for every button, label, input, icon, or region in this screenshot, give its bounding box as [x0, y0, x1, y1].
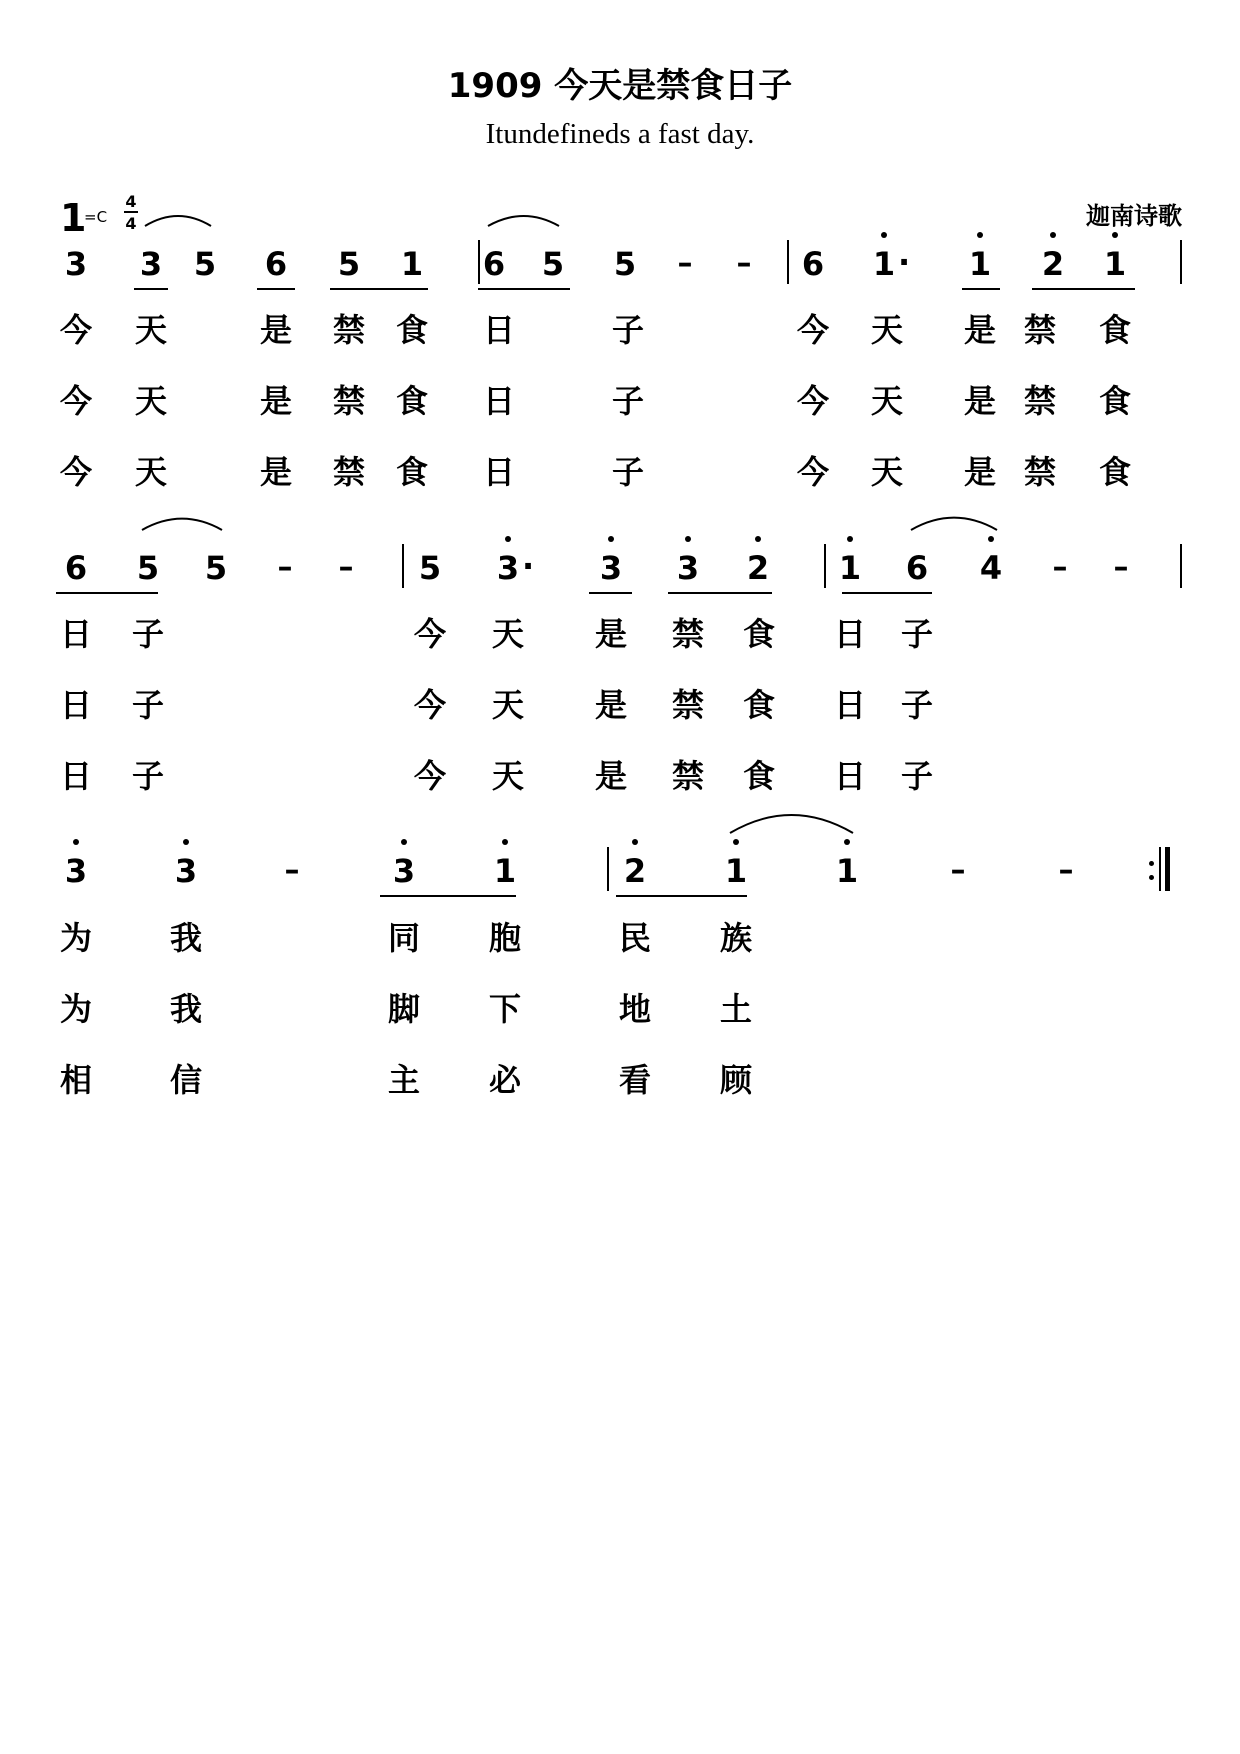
- lyric-char: 子: [131, 686, 164, 724]
- lyric-char: 日: [482, 453, 515, 491]
- lyric-char: 是: [594, 757, 627, 795]
- lyric-char: 民: [618, 919, 651, 957]
- time-signature-line: [124, 211, 138, 213]
- jianpu-note: 6: [264, 245, 288, 283]
- jianpu-note: 1: [400, 245, 424, 283]
- lyric-char: 今: [59, 382, 92, 420]
- repeat-thin-bar: [1159, 847, 1161, 891]
- augmentation-dot: ·: [522, 547, 535, 585]
- lyric-char: 信: [169, 1061, 202, 1099]
- composer-credit: 迦南诗歌: [1086, 202, 1182, 230]
- sustain-dash: –: [1058, 853, 1074, 888]
- jianpu-note: 1: [724, 852, 748, 890]
- lyric-char: 禁: [1023, 382, 1056, 420]
- beam-underline: [56, 592, 158, 594]
- jianpu-note: 1: [968, 245, 992, 283]
- lyric-char: 食: [1098, 453, 1131, 491]
- lyric-char: 今: [413, 615, 446, 653]
- lyric-char: 今: [59, 453, 92, 491]
- lyric-char: 禁: [1023, 311, 1056, 349]
- beam-underline: [842, 592, 932, 594]
- beam-underline: [257, 288, 295, 290]
- jianpu-note: 6: [801, 245, 825, 283]
- jianpu-note: 3: [64, 245, 88, 283]
- lyric-char: 子: [900, 757, 933, 795]
- lyric-char: 今: [796, 311, 829, 349]
- lyric-char: 主: [387, 1061, 420, 1099]
- lyric-char: 天: [134, 453, 167, 491]
- jianpu-note: 5: [337, 245, 361, 283]
- lyric-char: 胞: [488, 919, 521, 957]
- lyric-char: 天: [134, 311, 167, 349]
- jianpu-note: 5: [204, 549, 228, 587]
- lyric-char: 土: [719, 990, 752, 1028]
- lyric-char: 族: [719, 919, 752, 957]
- lyric-char: 相: [59, 1061, 92, 1099]
- song-title: 1909 今天是禁食日子: [447, 66, 793, 106]
- lyric-char: 食: [395, 453, 428, 491]
- bar-line: [787, 240, 789, 284]
- octave-dot: [401, 839, 407, 845]
- lyric-char: 天: [491, 615, 524, 653]
- octave-dot: [847, 536, 853, 542]
- lyric-char: 是: [594, 686, 627, 724]
- time-signature-top: 4: [125, 192, 137, 211]
- sustain-dash: –: [1113, 550, 1129, 585]
- jianpu-note: 3: [599, 549, 623, 587]
- octave-dot: [183, 839, 189, 845]
- lyric-char: 日: [833, 615, 866, 653]
- lyric-char: 日: [59, 757, 92, 795]
- lyric-char: 今: [59, 311, 92, 349]
- jianpu-note: 5: [193, 245, 217, 283]
- jianpu-note: 6: [64, 549, 88, 587]
- lyric-char: 食: [1098, 382, 1131, 420]
- lyric-char: 食: [395, 311, 428, 349]
- jianpu-note: 5: [418, 549, 442, 587]
- jianpu-note: 5: [136, 549, 160, 587]
- sustain-dash: –: [677, 246, 693, 281]
- lyric-char: 日: [59, 686, 92, 724]
- lyric-char: 天: [134, 382, 167, 420]
- lyric-char: 子: [900, 686, 933, 724]
- jianpu-note: 3: [139, 245, 163, 283]
- lyric-char: 禁: [671, 757, 704, 795]
- octave-dot: [733, 839, 739, 845]
- lyric-char: 子: [611, 453, 644, 491]
- lyric-char: 子: [900, 615, 933, 653]
- lyric-char: 食: [395, 382, 428, 420]
- lyric-char: 日: [833, 757, 866, 795]
- slur: [730, 815, 853, 833]
- lyric-char: 食: [742, 615, 775, 653]
- lyric-char: 地: [618, 990, 651, 1028]
- octave-dot: [1112, 232, 1118, 238]
- bar-line: [1180, 544, 1182, 588]
- lyric-char: 子: [611, 382, 644, 420]
- lyric-char: 天: [491, 686, 524, 724]
- jianpu-note: 6: [905, 549, 929, 587]
- lyric-char: 天: [870, 453, 903, 491]
- beam-underline: [616, 895, 747, 897]
- jianpu-note: 3: [496, 549, 520, 587]
- jianpu-note: 1: [872, 245, 896, 283]
- jianpu-note: 2: [623, 852, 647, 890]
- sustain-dash: –: [338, 550, 354, 585]
- key-signature: 1: [60, 196, 87, 240]
- repeat-thick-bar: [1165, 847, 1170, 891]
- jianpu-note: 1: [1103, 245, 1127, 283]
- octave-dot: [632, 839, 638, 845]
- jianpu-note: 1: [835, 852, 859, 890]
- jianpu-note: 5: [541, 245, 565, 283]
- octave-dot: [844, 839, 850, 845]
- sustain-dash: –: [277, 550, 293, 585]
- lyric-char: 日: [833, 686, 866, 724]
- beam-underline: [478, 288, 570, 290]
- lyric-char: 子: [131, 615, 164, 653]
- key-equals: =C: [84, 208, 108, 226]
- lyric-char: 日: [482, 311, 515, 349]
- time-signature-bottom: 4: [125, 214, 137, 233]
- repeat-dot: [1149, 861, 1154, 866]
- slur: [145, 216, 211, 226]
- lyric-char: 今: [796, 453, 829, 491]
- lyric-char: 必: [488, 1061, 521, 1099]
- lyric-char: 我: [169, 990, 202, 1028]
- lyric-char: 为: [59, 919, 92, 957]
- octave-dot: [1050, 232, 1056, 238]
- sustain-dash: –: [1052, 550, 1068, 585]
- lyric-char: 今: [413, 757, 446, 795]
- lyric-char: 是: [963, 382, 996, 420]
- lyric-char: 看: [618, 1061, 651, 1099]
- lyric-char: 是: [963, 453, 996, 491]
- lyric-char: 食: [1098, 311, 1131, 349]
- lyric-char: 是: [594, 615, 627, 653]
- lyric-char: 子: [131, 757, 164, 795]
- lyric-char: 日: [59, 615, 92, 653]
- lyric-char: 天: [491, 757, 524, 795]
- lyric-char: 天: [870, 311, 903, 349]
- lyric-char: 是: [963, 311, 996, 349]
- jianpu-note: 2: [746, 549, 770, 587]
- bar-line: [1180, 240, 1182, 284]
- jianpu-note: 3: [64, 852, 88, 890]
- octave-dot: [977, 232, 983, 238]
- lyric-char: 脚: [387, 990, 420, 1028]
- jianpu-note: 4: [979, 549, 1003, 587]
- octave-dot: [685, 536, 691, 542]
- lyric-char: 我: [169, 919, 202, 957]
- beam-underline: [962, 288, 1000, 290]
- lyric-char: 禁: [332, 453, 365, 491]
- jianpu-note: 6: [482, 245, 506, 283]
- jianpu-note: 3: [676, 549, 700, 587]
- lyric-char: 是: [259, 453, 292, 491]
- sustain-dash: –: [950, 853, 966, 888]
- octave-dot: [502, 839, 508, 845]
- sustain-dash: –: [284, 853, 300, 888]
- lyric-char: 禁: [1023, 453, 1056, 491]
- bar-line: [607, 847, 609, 891]
- lyric-char: 禁: [332, 382, 365, 420]
- octave-dot: [73, 839, 79, 845]
- lyric-char: 禁: [671, 615, 704, 653]
- lyric-char: 为: [59, 990, 92, 1028]
- jianpu-note: 3: [392, 852, 416, 890]
- octave-dot: [988, 536, 994, 542]
- slur: [911, 518, 997, 530]
- lyric-char: 禁: [332, 311, 365, 349]
- bar-line: [824, 544, 826, 588]
- jianpu-note: 5: [613, 245, 637, 283]
- lyric-char: 今: [413, 686, 446, 724]
- beam-underline: [380, 895, 516, 897]
- jianpu-note: 3: [174, 852, 198, 890]
- jianpu-note: 2: [1041, 245, 1065, 283]
- lyric-char: 下: [488, 990, 521, 1028]
- song-subtitle: Itundefineds a fast day.: [485, 118, 755, 150]
- beam-underline: [330, 288, 428, 290]
- octave-dot: [755, 536, 761, 542]
- bar-line: [478, 240, 480, 284]
- repeat-dot: [1149, 875, 1154, 880]
- lyric-char: 食: [742, 757, 775, 795]
- lyric-char: 今: [796, 382, 829, 420]
- lyric-char: 子: [611, 311, 644, 349]
- octave-dot: [881, 232, 887, 238]
- lyric-char: 食: [742, 686, 775, 724]
- octave-dot: [505, 536, 511, 542]
- octave-dot: [608, 536, 614, 542]
- lyric-char: 禁: [671, 686, 704, 724]
- lyric-char: 天: [870, 382, 903, 420]
- beam-underline: [589, 592, 632, 594]
- bar-line: [402, 544, 404, 588]
- slur: [488, 216, 559, 226]
- lyric-char: 日: [482, 382, 515, 420]
- lyric-char: 同: [387, 919, 420, 957]
- beam-underline: [1032, 288, 1135, 290]
- jianpu-note: 1: [838, 549, 862, 587]
- augmentation-dot: ·: [898, 243, 911, 281]
- beam-underline: [134, 288, 168, 290]
- lyric-char: 是: [259, 311, 292, 349]
- jianpu-note: 1: [493, 852, 517, 890]
- sustain-dash: –: [736, 246, 752, 281]
- beam-underline: [668, 592, 772, 594]
- lyric-char: 是: [259, 382, 292, 420]
- lyric-char: 顾: [719, 1061, 752, 1099]
- slur: [142, 519, 222, 530]
